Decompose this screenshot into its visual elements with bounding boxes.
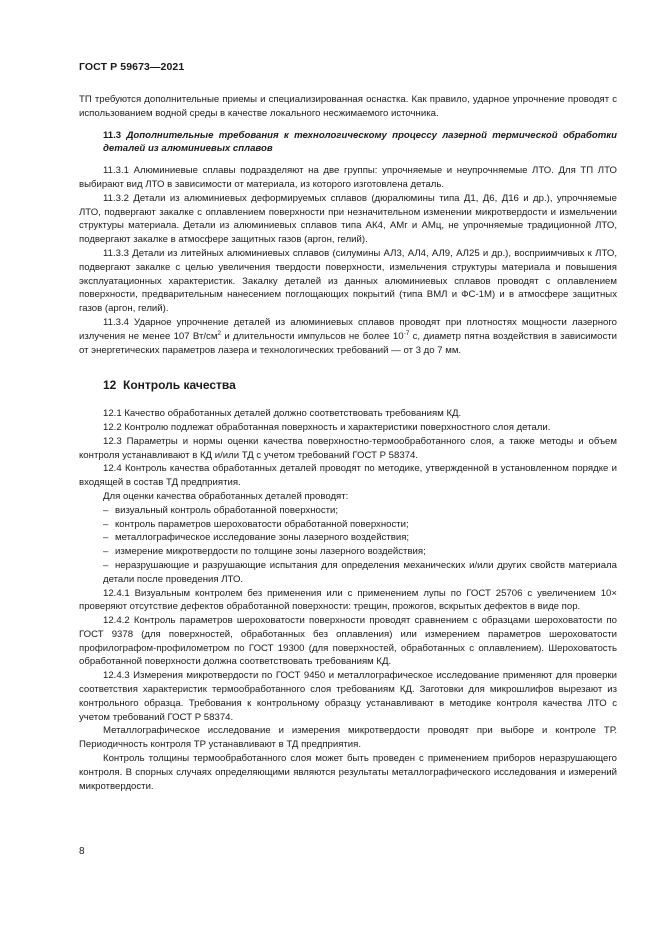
paragraph-11-3-4-part-c: с, диаметр пятна воздействия в зависимости от энергетических параметров лазера и технологических требований — от 3 до 7 мм.	[79, 330, 617, 356]
list-item	[79, 518, 617, 532]
section-11-3-heading	[79, 129, 617, 157]
list-item-text: неразрушающие и разрушающие испытания для определения механических и/или других свойств материала детали после проведения ЛТО.	[103, 559, 617, 585]
paragraph-11-3-4	[79, 316, 617, 357]
list-item	[79, 559, 617, 587]
list-item	[79, 531, 617, 545]
list-dash: –	[103, 532, 109, 544]
power-density-exponent: 2	[217, 329, 222, 337]
section-12-number: 12	[103, 378, 117, 393]
document-header: ГОСТ Р 59673—2021	[79, 61, 185, 73]
section-11-3-number: 11.3	[103, 129, 122, 141]
paragraph-11-3-3: 11.3.3 Детали из литейных алюминиевых сплавов (силумины АЛ3, АЛ4, АЛ9, АЛ25 и др.), восприимчивых к ЛТО, подвергают закалке с целью увеличения твердости поверхности, измельчения структуры материала и повышения эксплуатационных характеристик. Закалку деталей из данных алюминиевых сплавов проводят с оплавлением поверхности, предварительным нанесением поглощающих покрытий (типа ВМЛ и ФС-1М) и в атмосфере защитных газов (аргон, гелий).	[79, 247, 617, 315]
section-12-heading	[103, 379, 617, 393]
section-11-3-title: Дополнительные требования к технологическому процессу лазерной термической обработки деталей из алюминиевых сплавов	[103, 129, 617, 155]
paragraph-12-4-3: 12.4.3 Измерения микротвердости по ГОСТ 9450 и металлографическое исследование применяют для проверки соответствия характеристик термообработанного слоя требованиям КД. Заготовки для микрошлифов вырезают из контрольного образца. Требования к контрольному образцу устанавливают в методике контроля качества ЛТО с учетом требований ГОСТ Р 58374.	[79, 670, 617, 723]
paragraph-12-1: 12.1 Качество обработанных деталей должно соответствовать требованиям КД.	[103, 408, 462, 420]
paragraph-layer-thickness: Контроль толщины термообработанного слоя может быть проведен с применением приборов неразрушающего контроля. В спорных случаях определяющими являются результаты металлографического исследования и измерений микротвердости.	[79, 753, 617, 792]
list-item-text: металлографическое исследование зоны лазерного воздействия;	[115, 532, 410, 544]
paragraph-12-4-1: 12.4.1 Визуальным контролем без применения или с применением лупы по ГОСТ 25706 с увеличением 10× проверяют отсутствие дефектов обработанной поверхности: трещин, прожогов, вскрытых дефектов в виде пор.	[79, 587, 617, 613]
pulse-duration-exponent: -7	[403, 329, 410, 337]
paragraph-11-3-4-part-a: 11.3.4 Ударное упрочнение деталей из алюминиевых сплавов проводят при плотностях мощности лазерного излучения не менее 107 Вт/см	[79, 316, 617, 342]
list-item-text: визуальный контроль обработанной поверхности;	[115, 504, 339, 516]
intro-paragraph: ТП требуются дополнительные приемы и специализированная оснастка. Как правило, ударное упрочнение проводят с использованием водной среды в качестве локального несжимаемого источника.	[79, 94, 617, 119]
list-item	[79, 545, 617, 559]
paragraph-11-3-4-part-b: и длительности импульсов не более 10	[221, 330, 404, 342]
list-dash: –	[103, 518, 109, 530]
list-dash: –	[103, 559, 109, 571]
page-number: 8	[79, 846, 85, 857]
paragraph-12-4-2: 12.4.2 Контроль параметров шероховатости поверхности проводят сравнением с образцами шероховатости по ГОСТ 9378 (для поверхностей, обработанных без оплавления) или измерением параметров шероховатости профилографом-профилометром по ГОСТ 19300 (для поверхностей, обработанных с оплавлением). Шероховатость обработанной поверхности должна соответствовать требованиям КД.	[79, 615, 617, 668]
list-dash: –	[103, 546, 109, 558]
paragraph-metallography: Металлографическое исследование и измерения микротвердости проводят при выборе и контроле ТР. Периодичность контроля ТР устанавливают в ТД предприятия.	[79, 725, 617, 751]
document-body	[79, 93, 617, 793]
paragraph-11-3-1: 11.3.1 Алюминиевые сплавы подразделяют на две группы: упрочняемые и неупрочняемые ЛТО. Для ТП ЛТО выбирают вид ЛТО в зависимости от материала, из которого изготовлена деталь.	[79, 165, 617, 190]
paragraph-11-3-2: 11.3.2 Детали из алюминиевых деформируемых сплавов (дюралюмины типа Д1, Д6, Д16 и др.), упрочняемые ЛТО, подвергают закалке с оплавлением поверхности при незначительном изменении микротвердости и измельчении структуры материала. Детали из алюминиевых сплавов типа АК4, АМг и АМц, не упрочняемые традиционной ЛТО, подвергают закалке в атмосфере защитных газов (аргон, гелий).	[79, 192, 617, 246]
paragraph-12-2: 12.2 Контролю подлежат обработанная поверхность и характеристики поверхностного слоя детали.	[103, 421, 551, 433]
paragraph-12-4-lead: Для оценки качества обработанных деталей проводят:	[103, 490, 349, 502]
paragraph-12-3: 12.3 Параметры и нормы оценки качества поверхностно-термообработанного слоя, а также методы и объем контроля устанавливают в КД и/или ТД с учетом требований ГОСТ Р 58374.	[79, 435, 617, 461]
list-item-text: измерение микротвердости по толщине зоны лазерного воздействия;	[115, 546, 426, 558]
list-dash: –	[103, 504, 109, 516]
list-item	[79, 504, 617, 518]
section-12-title: Контроль качества	[123, 378, 236, 393]
paragraph-12-4: 12.4 Контроль качества обработанных деталей проводят по методике, утвержденной в установленном порядке и входящей в состав ТД предприятия.	[79, 463, 617, 489]
list-item-text: контроль параметров шероховатости обработанной поверхности;	[115, 518, 409, 530]
